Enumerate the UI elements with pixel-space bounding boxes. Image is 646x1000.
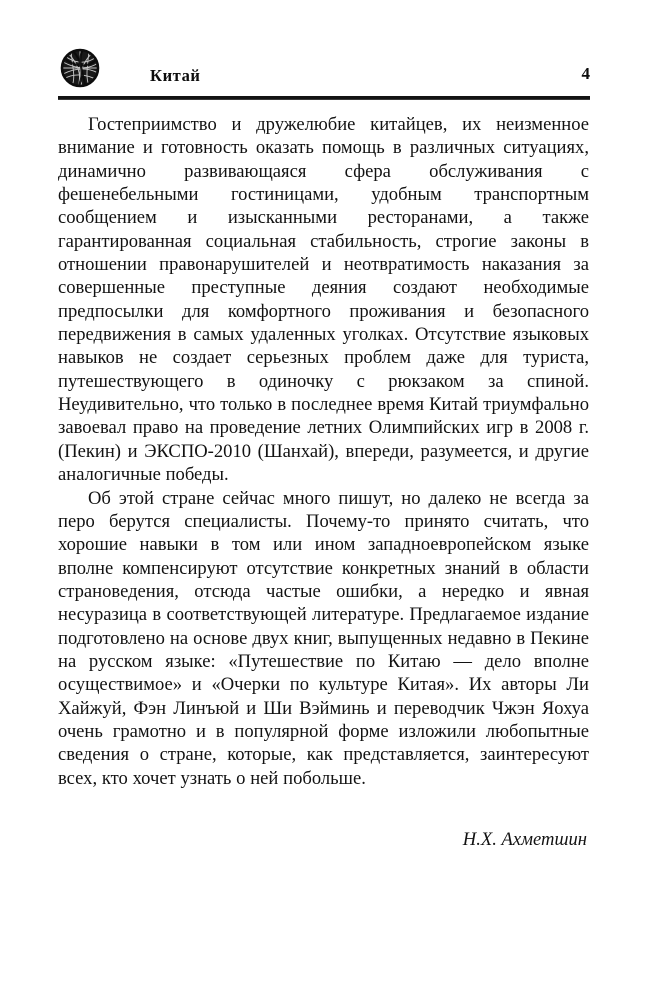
globe-ornament-icon xyxy=(58,43,102,93)
body-text-block xyxy=(58,113,589,851)
author-signature: Н.Х. Ахметшин xyxy=(462,828,587,850)
header-divider xyxy=(58,96,590,100)
page-title: Китай xyxy=(150,66,201,85)
page-number: 4 xyxy=(581,64,590,83)
paragraph: Гостеприимство и дружелюбие китайцев, их неизменное внимание и готовность оказать помощь в различных ситуациях, динамично развивающаяся сфера обслуживания с фешенебельными гостиницами, удобным транспортным сообщением и изысканными ресторанами, а также гарантированная социальная стабильность, строгие законы в отношении правонарушителей и неотвратимость наказания за совершенные преступные деяния создают необходимые предпосылки для комфортного проживания и безопасного передвижения в самых удаленных уголках. Отсутствие языковых навыков не создает серьезных проблем даже для туриста, путешествующего в одиночку с рюкзаком за спиной. Неудивительно, что только в последнее время Китай триумфально завоевал право на проведение летних Олимпийских игр в 2008 г. (Пекин) и ЭКСПО-2010 (Шанхай), впереди, разумеется, и другие аналогичные победы. xyxy=(58,114,589,486)
running-header xyxy=(58,40,590,98)
paragraph: Об этой стране сейчас много пишут, но далеко не всегда за перо берутся специалисты. Почему-то принято считать, что хорошие навыки в том или ином западноевропейском языке вполне компенсируют отсутствие конкретных знаний в области страноведения, отсюда частые ошибки, а нередко и явная несуразица в соответствующей литературе. Предлагаемое издание подготовлено на основе двух книг, выпущенных недавно в Пекине на русском языке: «Путешествие по Китаю — дело вполне осуществимое» и «Очерки по культуре Китая». Их авторы Ли Хайжуй, Фэн Линъюй и Ши Вэйминь и переводчик Чжэн Яохуа очень грамотно и в популярной форме изложили любопытные сведения о стране, которые, как представляется, заинтересуют всех, кто хочет узнать о ней побольше. xyxy=(58,487,589,789)
